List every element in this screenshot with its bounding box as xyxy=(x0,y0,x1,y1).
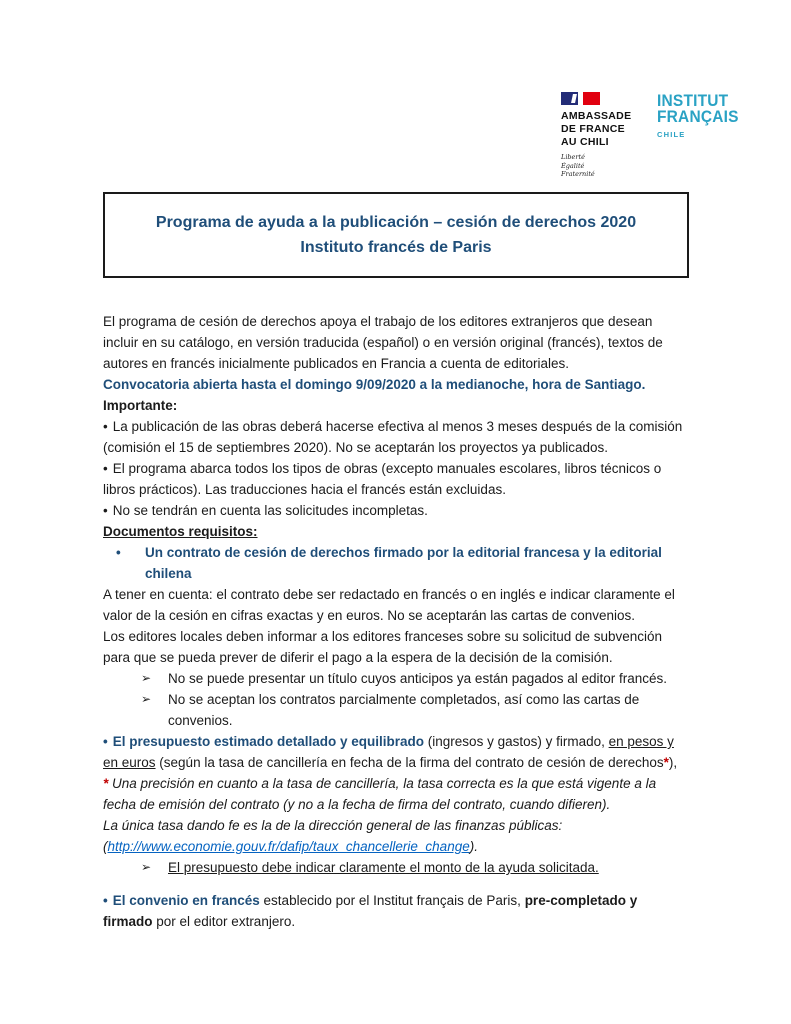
institut-francais-logo xyxy=(657,92,739,179)
france-flag-icon xyxy=(561,92,602,105)
link-line: (http://www.economie.gouv.fr/dafip/taux_chancellerie_change). xyxy=(103,839,478,854)
embassy-logo xyxy=(561,92,641,179)
footnote-asterisk: * xyxy=(103,776,113,791)
documentos-heading: Documentos requisitos: xyxy=(103,524,258,539)
bullet-icon: • xyxy=(103,503,108,518)
arrow-bullet-icon: ➢ xyxy=(141,860,152,874)
deadline-line xyxy=(103,374,689,395)
title-box xyxy=(103,192,689,278)
bullet-icon: • xyxy=(103,893,108,908)
embassy-name-line1: AMBASSADE xyxy=(561,110,632,122)
doc-item1-note2: Los editores locales deben informar a los editores franceses sobre su solicitud de subvención para que se pueda prever de diferir el pago a la espera de la decisión de la comisión. xyxy=(103,629,663,665)
arrow-bullet-icon: ➢ xyxy=(141,692,152,706)
importante-heading: Importante: xyxy=(103,398,178,413)
doc-item1-arrow-2: ➢ No se aceptan los contratos parcialmente completados, así como las cartas de convenios. xyxy=(103,689,689,731)
doc-item1-note1: A tener en cuenta: el contrato debe ser redactado en francés o en inglés e indicar claramente el valor de la cesión en cifras exactas y en euros. No se aceptarán las cartas de convenios. xyxy=(103,587,675,623)
footnote-asterisk: * xyxy=(663,755,669,770)
importante-bullet-3: • No se tendrán en cuenta las solicitudes incompletas. xyxy=(103,503,428,518)
motto-fraternite: Fraternité xyxy=(561,170,595,178)
institut-country-label: CHILE xyxy=(657,130,686,139)
underlined-pesos-euros: en pesos y en euros xyxy=(103,734,674,770)
doc-item2-title-text: El presupuesto estimado detallado y equilibrado xyxy=(112,734,425,749)
doc-item3-paragraph: • El convenio en francés establecido por el Institut français de Paris, pre-completado y firmado por el editor extranjero. xyxy=(103,893,638,929)
chancellerie-rate-link[interactable]: http://www.economie.gouv.fr/dafip/taux_chancellerie_change xyxy=(107,839,470,854)
importante-bullet-2: • El programa abarca todos los tipos de obras (excepto manuales escolares, libros técnicos o libros prácticos). Las traducciones hacia el francés están excluidas. xyxy=(103,461,662,497)
footnote-paragraph-1: * Una precisión en cuanto a la tasa de cancillería, la tasa correcta es la que está vigente a la fecha de emisión del contrato (y no a la fecha de firma del contrato, cuando difieren). xyxy=(103,776,657,812)
document-title-line1: Programa de ayuda a la publicación – cesión de derechos 2020 xyxy=(155,214,637,231)
doc-item1-title-text: Un contrato de cesión de derechos firmado por la editorial francesa y la editorial chilena xyxy=(145,545,662,581)
doc-item2-arrow: ➢ El presupuesto debe indicar claramente el monto de la ayuda solicitada. xyxy=(103,857,689,878)
doc-item1-title xyxy=(103,542,689,584)
embassy-name-line2: DE FRANCE xyxy=(561,123,625,135)
deadline-text: Convocatoria abierta hasta el domingo 9/09/2020 a la medianoche, hora de Santiago. xyxy=(103,377,646,392)
importante-bullet-1: • La publicación de las obras deberá hacerse efectiva al menos 3 meses después de la comisión (comisión el 15 de septiembres 2020). No se aceptarán los proyectos ya publicados. xyxy=(103,419,683,455)
header-logos xyxy=(561,92,739,179)
bullet-icon: • xyxy=(103,734,108,749)
institut-line1: INSTITUT xyxy=(657,91,729,111)
motto-egalite: Égalité xyxy=(561,161,585,170)
embassy-name xyxy=(561,110,641,149)
intro-text: El programa de cesión de derechos apoya el trabajo de los editores extranjeros que desean incluir en su catálogo, en versión traducida (español) o en versión original (francés), textos de autores en francés inicialmente publicados en Francia a cuenta de editoriales. xyxy=(103,314,663,371)
doc-item2-paragraph: • El presupuesto estimado detallado y equilibrado (ingresos y gastos) y firmado, en pesos y en euros (según la tasa de cancillería en fecha de la firma del contrato de cesión de derechos*), xyxy=(103,734,678,770)
motto-liberte: Liberté xyxy=(561,153,585,161)
embassy-name-line3: AU CHILI xyxy=(561,136,609,148)
footnote-paragraph-2: La única tasa dando fe es la de la dirección general de las finanzas públicas: xyxy=(103,818,563,833)
bullet-icon: • xyxy=(116,545,121,560)
embassy-motto xyxy=(561,153,641,179)
doc-item3-title-text: El convenio en francés xyxy=(112,893,260,908)
bullet-icon: • xyxy=(103,419,108,434)
institut-line2: FRANÇAIS xyxy=(657,107,739,126)
institut-logo-wordmark xyxy=(657,91,739,126)
document-body xyxy=(103,311,689,932)
document-title-line2: Instituto francés de Paris xyxy=(300,239,492,256)
arrow-bullet-icon: ➢ xyxy=(141,671,152,685)
doc-item1-arrow-1: ➢ No se puede presentar un título cuyos anticipos ya están pagados al editor francés. xyxy=(103,668,689,689)
bullet-icon: • xyxy=(103,461,108,476)
intro-paragraph xyxy=(103,311,689,374)
